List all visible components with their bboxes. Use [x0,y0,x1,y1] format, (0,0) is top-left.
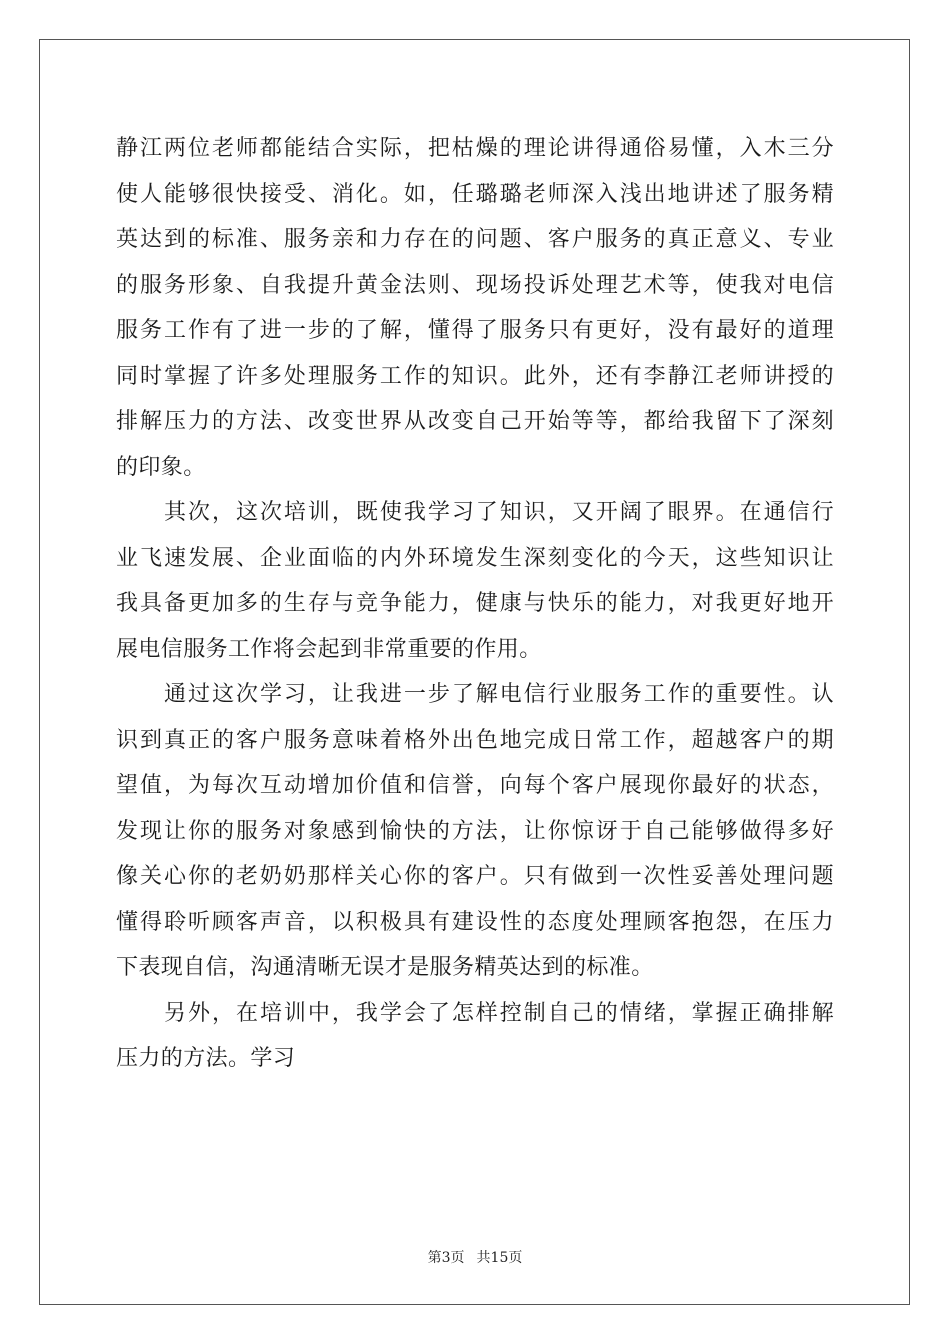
text-line: 展电信服务工作将会起到非常重要的作用。 [116,636,542,662]
text-line: 静江两位老师都能结合实际，把枯燥的理论讲得通俗易懂，入木三分 [116,136,834,161]
text-line: 通过这次学习，让我进一步了解电信行业服务工作的重要性。认 [164,682,834,707]
page-number: 第3页 [427,1250,465,1266]
text-line: 下表现自信，沟通清晰无误才是服务精英达到的标准。 [116,955,654,980]
text-line: 排解压力的方法、改变世界从改变自己开始等等，都给我留下了深刻 [116,409,834,434]
text-line: 使人能够很快接受、消化。如，任璐璐老师深入浅出地讲述了服务精 [116,181,834,207]
text-line: 识到真正的客户服务意味着格外出色地完成日常工作，超越客户的期 [116,727,834,753]
text-line: 同时掌握了许多处理服务工作的知识。此外，还有李静江老师讲授的 [116,363,834,389]
text-line: 像关心你的老奶奶那样关心你的客户。只有做到一次性妥善处理问题 [116,864,834,889]
paragraph-2 [116,490,834,672]
document-body [116,126,834,1082]
text-line: 压力的方法。学习 [116,1046,296,1071]
text-line: 我具备更加多的生存与竞争能力，健康与快乐的能力，对我更好地开 [116,591,834,616]
text-line: 业飞速发展、企业面临的内外环境发生深刻变化的今天，这些知识让 [116,545,834,571]
text-line: 望值，为每次互动增加价值和信誉，向每个客户展现你最好的状态， [116,773,834,798]
text-line: 其次，这次培训，既使我学习了知识，又开阔了眼界。在通信行 [164,500,834,525]
text-line: 懂得聆听顾客声音，以积极具有建设性的态度处理顾客抱怨，在压力 [116,909,834,935]
text-line: 英达到的标准、服务亲和力存在的问题、客户服务的真正意义、专业 [116,227,834,252]
page-total: 共15页 [476,1250,523,1266]
text-line: 服务工作有了进一步的了解，懂得了服务只有更好，没有最好的道理 [116,318,834,343]
paragraph-1 [116,126,834,490]
text-line: 的印象。 [116,454,206,480]
paragraph-4 [116,991,834,1082]
page-footer [0,1247,950,1267]
text-line: 另外，在培训中，我学会了怎样控制自己的情绪，掌握正确排解 [164,1000,834,1026]
text-line: 的服务形象、自我提升黄金法则、现场投诉处理艺术等，使我对电信 [116,272,834,298]
paragraph-3 [116,672,834,991]
text-line: 发现让你的服务对象感到愉快的方法，让你惊讶于自己能够做得多好 [116,818,834,844]
